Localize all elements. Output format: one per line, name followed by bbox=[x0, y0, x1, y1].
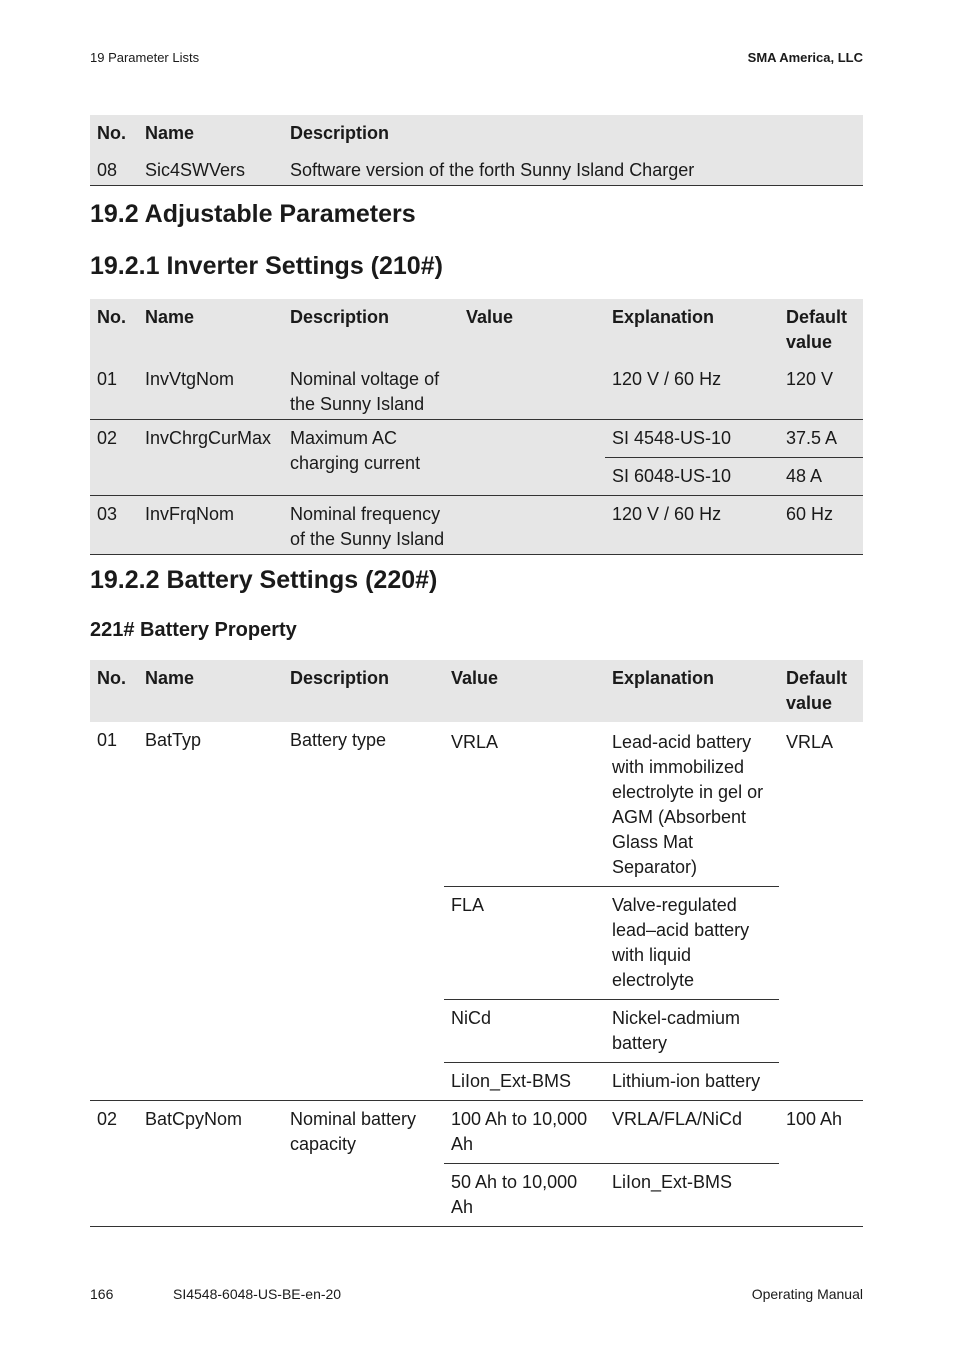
cell-default: 60 Hz bbox=[779, 496, 863, 555]
document-id: SI4548-6048-US-BE-en-20 bbox=[173, 1286, 342, 1302]
col-header-default: Default value bbox=[786, 668, 848, 713]
col-header-description: Description bbox=[290, 307, 390, 327]
cell-name: Sic4SWVers bbox=[138, 152, 283, 186]
table-row bbox=[90, 152, 863, 186]
table-row-invvtgnom bbox=[90, 361, 863, 420]
cell-explanation: 120 V / 60 Hz bbox=[605, 361, 779, 420]
cell-default: VRLA bbox=[786, 732, 834, 752]
cell-no: 03 bbox=[90, 496, 138, 555]
col-header-explanation: Explanation bbox=[612, 307, 715, 327]
col-header-name: Name bbox=[145, 307, 195, 327]
cell-default: 120 V bbox=[779, 361, 863, 420]
cell-default-empty bbox=[779, 1063, 863, 1101]
col-header-description: Description bbox=[290, 123, 390, 143]
cell-description: Nominal voltage of the Sunny Island bbox=[283, 361, 459, 420]
cell-description: Maximum AC charging current bbox=[283, 420, 459, 496]
cell-description: Nominal battery capacity bbox=[283, 1101, 444, 1227]
cell-default: 48 A bbox=[779, 458, 863, 496]
col-header-name: Name bbox=[145, 668, 195, 688]
cell-explanation: 120 V / 60 Hz bbox=[605, 496, 779, 555]
col-header-no: No. bbox=[97, 123, 126, 143]
cell-name: InvVtgNom bbox=[138, 361, 283, 420]
cell-value: 100 Ah to 10,000 Ah bbox=[444, 1101, 605, 1164]
cell-no: 01 bbox=[90, 722, 138, 1101]
cell-value bbox=[459, 496, 605, 555]
subsection-heading-battery: 19.2.2 Battery Settings (220#) bbox=[90, 566, 438, 594]
cell-name: InvFrqNom bbox=[138, 496, 283, 555]
cell-value: FLA bbox=[444, 887, 605, 1000]
cell-name: InvChrgCurMax bbox=[138, 420, 283, 496]
cell-description: Battery type bbox=[283, 722, 444, 1101]
table-row-invfrqnom bbox=[90, 496, 863, 555]
cell-default: 100 Ah bbox=[779, 1101, 863, 1227]
subsection-heading-inverter: 19.2.1 Inverter Settings (210#) bbox=[90, 252, 443, 280]
table-row-battyp bbox=[90, 722, 863, 887]
cell-explanation: SI 4548-US-10 bbox=[605, 420, 779, 458]
cell-description: Software version of the forth Sunny Island Charger bbox=[283, 152, 863, 186]
col-header-name: Name bbox=[145, 123, 195, 143]
cell-explanation: VRLA/FLA/NiCd bbox=[605, 1101, 779, 1164]
cell-value bbox=[459, 361, 605, 420]
cell-value: 50 Ah to 10,000 Ah bbox=[444, 1164, 605, 1227]
cell-value bbox=[459, 420, 605, 496]
cell-value: VRLA bbox=[444, 722, 605, 887]
cell-name: BatTyp bbox=[138, 722, 283, 1101]
cell-explanation: Lead-acid battery with immobilized electrolyte in gel or AGM (Absorbent Glass Mat Separator) bbox=[605, 722, 779, 887]
running-header-chapter: 19 Parameter Lists bbox=[90, 50, 200, 65]
table-header-row bbox=[90, 660, 863, 722]
cell-value: NiCd bbox=[444, 1000, 605, 1063]
cell-explanation: Nickel-cadmium battery bbox=[605, 1000, 779, 1063]
col-header-value: Value bbox=[451, 668, 499, 688]
col-header-value: Value bbox=[466, 307, 514, 327]
cell-explanation: LiIon_Ext-BMS bbox=[605, 1164, 779, 1227]
cell-no: 02 bbox=[90, 1101, 138, 1227]
cell-default: 37.5 A bbox=[779, 420, 863, 458]
cell-name: BatCpyNom bbox=[138, 1101, 283, 1227]
section-heading: 19.2 Adjustable Parameters bbox=[90, 200, 416, 228]
table-row-invchrgcurmax bbox=[90, 420, 863, 458]
group-heading-battery-property: 221# Battery Property bbox=[90, 619, 297, 641]
battery-property-table bbox=[90, 660, 863, 1227]
table-header-row bbox=[90, 299, 863, 361]
cell-value: LiIon_Ext-BMS bbox=[444, 1063, 605, 1101]
running-header-company: SMA America, LLC bbox=[747, 50, 863, 65]
parameter-table-continuation bbox=[90, 115, 863, 186]
page-number: 166 bbox=[90, 1286, 114, 1302]
col-header-default: Default value bbox=[786, 307, 848, 352]
cell-no: 02 bbox=[90, 420, 138, 496]
col-header-no: No. bbox=[97, 668, 126, 688]
col-header-no: No. bbox=[97, 307, 126, 327]
col-header-description: Description bbox=[290, 668, 390, 688]
footer-manual-title: Operating Manual bbox=[751, 1286, 863, 1302]
cell-no: 01 bbox=[90, 361, 138, 420]
table-row-batcpynom bbox=[90, 1101, 863, 1164]
inverter-settings-table bbox=[90, 299, 863, 555]
cell-explanation: SI 6048-US-10 bbox=[605, 458, 779, 496]
table-header-row bbox=[90, 115, 863, 152]
cell-description: Nominal frequency of the Sunny Island bbox=[283, 496, 459, 555]
col-header-explanation: Explanation bbox=[612, 668, 715, 688]
cell-explanation: Lithium-ion battery bbox=[605, 1063, 779, 1101]
cell-explanation: Valve-regulated lead–acid battery with liquid electrolyte bbox=[605, 887, 779, 1000]
cell-no: 08 bbox=[90, 152, 138, 186]
